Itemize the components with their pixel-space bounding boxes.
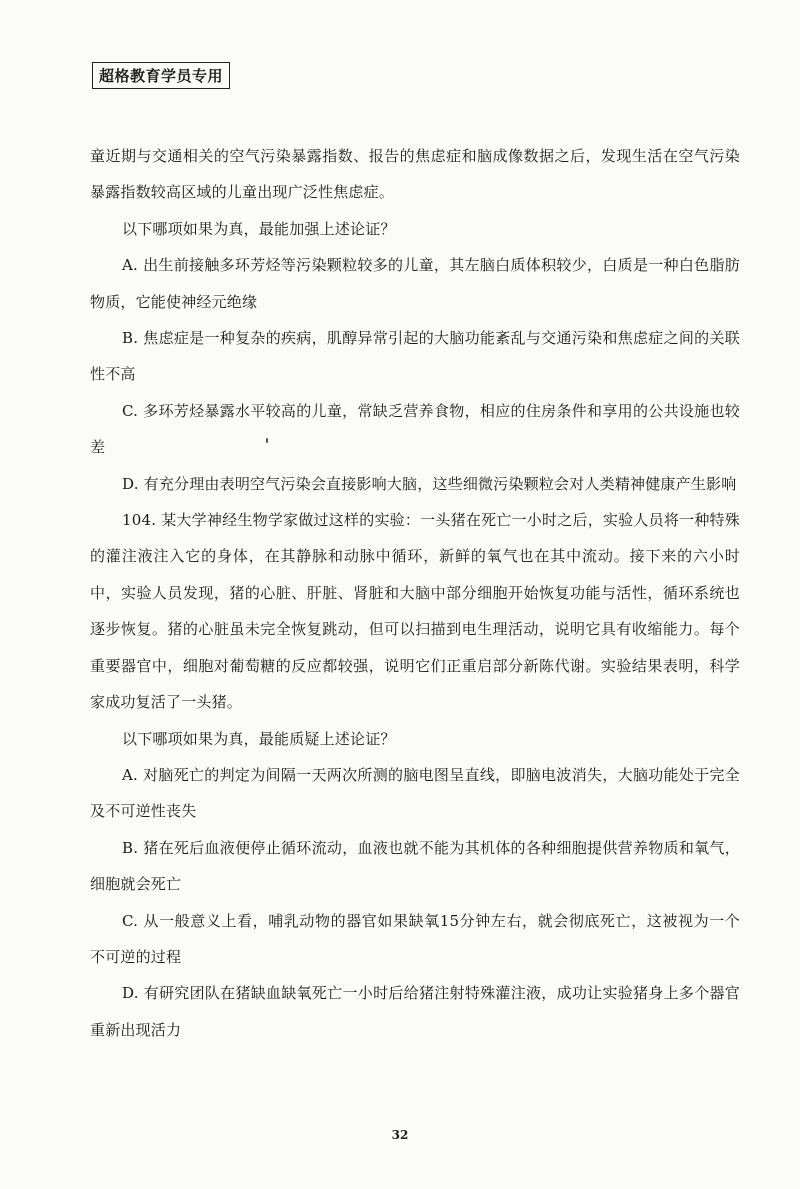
scan-speck [266, 438, 268, 443]
q103-option-d: D. 有充分理由表明空气污染会直接影响大脑，这些细微污染颗粒会对人类精神健康产生影响 [122, 474, 737, 493]
q103-option-a: A. 出生前接触多环芳烃等污染颗粒较多的儿童，其左脑白质体积较少，白质是一种白色脂肪物质，它能使神经元绝缘 [90, 256, 740, 311]
header-label-box: 超格教育学员专用 [92, 62, 230, 89]
q104-option-d: D. 有研究团队在猪缺血缺氧死亡一小时后给猪注射特殊灌注液，成功让实验猪身上多个器官重新出现活力 [90, 984, 740, 1039]
q103-continuation: 童近期与交通相关的空气污染暴露指数、报告的焦虑症和脑成像数据之后，发现生活在空气污染暴露指数较高区域的儿童出现广泛性焦虑症。 [90, 147, 740, 202]
page-content [90, 138, 740, 1048]
q104-option-c: C. 从一般意义上看，哺乳动物的器官如果缺氧15分钟左右，就会彻底死亡，这被视为一个不可逆的过程 [90, 911, 740, 966]
q104-option-a: A. 对脑死亡的判定为间隔一天两次所测的脑电图呈直线，即脑电波消失，大脑功能处于完全及不可逆性丧失 [90, 765, 740, 821]
q103-question: 以下哪项如果为真，最能加强上述论证？ [122, 219, 396, 238]
q104-option-b: B. 猪在死后血液便停止循环流动，血液也就不能为其机体的各种细胞提供营养物质和氧气，细胞就会死亡 [90, 838, 740, 894]
q103-option-c: C. 多环芳烃暴露水平较高的儿童，常缺乏营养食物，相应的住房条件和享用的公共设施也较差 [90, 401, 740, 457]
q104-stem: 104. 某大学神经生物学家做过这样的实验：一头猪在死亡一小时之后，实验人员将一种特殊的灌注液注入它的身体，在其静脉和动脉中循环，新鲜的氧气也在其中流动。接下来的六小时中，实验人员发现，猪的心脏、肝脏、肾脏和大脑中部分细胞开始恢复功能与活性，循环系统也逐步恢复。猪的心脏虽未完全恢复跳动，但可以扫描到电生理活动，说明它具有收缩能力。每个重要器官中，细胞对葡萄糖的反应都较强，说明它们正重启部分新陈代谢。实验结果表明，科学家成功复活了一头猪。 [90, 511, 740, 712]
q103-option-b: B. 焦虑症是一种复杂的疾病，肌醇异常引起的大脑功能紊乱与交通污染和焦虑症之间的关联性不高 [90, 329, 740, 384]
q104-question: 以下哪项如果为真，最能质疑上述论证？ [122, 729, 396, 748]
page-number: 32 [391, 1128, 409, 1142]
